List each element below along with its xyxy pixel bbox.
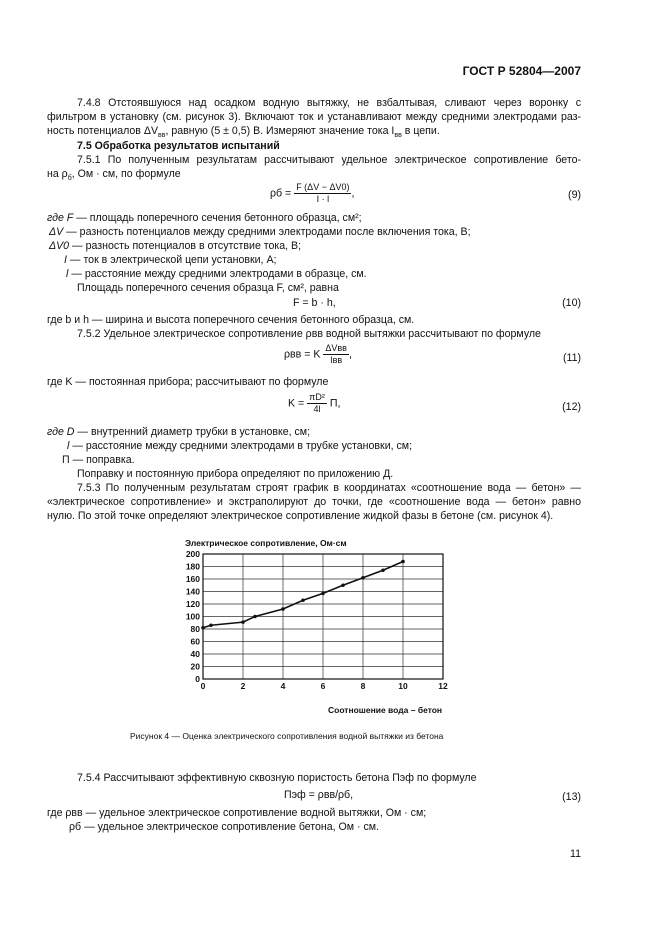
x-tick-label: 4 [280, 681, 286, 691]
definition-text: — расстояние между средними электродами в образце, см. [71, 268, 367, 280]
text-segment: , Ом · см, по формуле [71, 168, 181, 180]
data-point [321, 592, 325, 596]
text-segment: на ρ [47, 168, 68, 180]
definition-line [47, 211, 581, 225]
definition-symbol: где ρвв [47, 807, 83, 819]
definition-symbol: ρб [69, 821, 82, 833]
chart-ticks [186, 549, 448, 691]
y-tick-label: 20 [190, 661, 200, 672]
figure-caption: Рисунок 4 — Оценка электрического сопротивления водной вытяжки из бетона [130, 731, 444, 741]
text-segment: в цепи. [401, 125, 440, 137]
y-tick-label: 120 [185, 599, 200, 609]
formula-tail: П, [329, 397, 341, 410]
definition-symbol: где F [47, 212, 74, 224]
definition-text: — внутренний диаметр трубки в установке, см; [77, 426, 311, 438]
x-tick-label: 8 [360, 681, 366, 691]
definition-symbol: П [62, 454, 70, 466]
definition-symbol: l [67, 440, 70, 452]
formula-number-13: (13) [562, 791, 581, 803]
formula-number-12: (12) [562, 401, 581, 413]
definition-line [66, 267, 581, 281]
definition-line [49, 225, 581, 239]
y-tick-label: 60 [190, 636, 200, 647]
definition-symbol: ΔV [49, 226, 64, 238]
definition-text: — ток в электрической цепи установки, А; [69, 254, 277, 266]
formula-12 [288, 392, 340, 415]
formula-lhs: ρб = [270, 187, 292, 200]
text-segment: ность потенциалов ΔV [47, 125, 159, 137]
y-tick-label: 200 [185, 549, 200, 559]
y-tick-label: 0 [195, 674, 200, 684]
para-751-line1: 7.5.1 По полученным результатам рассчитывают удельное электрическое сопротивление бето- [77, 154, 581, 166]
para-748-line2: фильтром в установку (см. рисунок 3). Включают ток и устанавливают между средними электродами раз- [47, 111, 581, 123]
definition-symbol: l [66, 268, 69, 280]
x-tick-label: 6 [320, 681, 326, 691]
y-tick-label: 160 [185, 574, 200, 584]
resistance-chart [160, 535, 490, 725]
formula-lhs: ρвв = K [284, 348, 321, 361]
section-title-75: 7.5 Обработка результатов испытаний [77, 140, 280, 152]
definition-text: — разность потенциалов между средними электродами после включения тока, В; [66, 226, 471, 238]
formula-fraction [294, 182, 351, 205]
definition-text: — разность потенциалов в отсутствие тока, В; [72, 240, 302, 252]
formula-number-11: (11) [562, 352, 581, 364]
area-intro: Площадь поперечного сечения образца F, см², равна [77, 282, 339, 294]
para-753-line3: нулю. По этой точке определяют электрическое сопротивление жидкой фазы в бетоне (см. рисунок 4). [47, 510, 554, 522]
para-752: 7.5.2 Удельное электрическое сопротивление ρвв водной вытяжки рассчитывают по формуле [77, 328, 541, 340]
definition-symbol: ΔV0 [49, 240, 70, 252]
y-tick-label: 100 [185, 611, 200, 622]
subscript: вв [394, 132, 402, 140]
formula-number-9: (9) [568, 189, 581, 201]
definition-line [49, 239, 581, 253]
formula-13: Пэф = ρвв/ρб, [284, 789, 354, 801]
formula-lhs: K = [288, 397, 305, 410]
definition-text: — удельное электрическое сопротивление водной вытяжки, Ом · см; [85, 807, 427, 819]
formula-fraction [323, 343, 349, 366]
fraction-denominator: I · l [316, 194, 330, 204]
chart-title: Электрическое сопротивление, Ом·см [185, 538, 347, 548]
y-tick-label: 180 [185, 561, 200, 572]
document-code: ГОСТ Р 52804—2007 [462, 64, 581, 78]
data-point [241, 620, 245, 624]
data-points [201, 560, 405, 630]
data-series-line [203, 562, 403, 628]
x-tick-label: 12 [438, 681, 448, 691]
chart-grid [203, 554, 443, 679]
definition-line [47, 425, 581, 439]
para-753-line2: «электрическое сопротивление» и экстраполируют до точки, где «соотношение вода — бетон» равно [47, 496, 581, 508]
y-tick-label: 40 [190, 649, 200, 659]
data-point [209, 623, 213, 627]
definition-text: — удельное электрическое сопротивление бетона, Ом · см. [84, 821, 380, 833]
page-number: 11 [570, 848, 581, 860]
definition-line [64, 253, 581, 267]
subscript: б [67, 175, 72, 183]
para-748-line1: 7.4.8 Отстоявшуюся над осадком водную вытяжку, не взбалтывая, сливают через воронку с [77, 97, 581, 109]
y-tick-label: 80 [190, 624, 200, 634]
text-segment: , равную (5 ± 0,5) В. Измеряют значение тока I [165, 125, 395, 137]
data-point [301, 598, 305, 602]
data-point [201, 626, 205, 630]
x-axis-label: Соотношение вода – бетон [328, 705, 443, 715]
fraction-numerator: πD² [309, 392, 325, 402]
data-point [401, 560, 405, 564]
formula-11 [284, 343, 352, 366]
formula-10: F = b · h, [293, 297, 336, 309]
x-tick-label: 2 [240, 681, 246, 691]
definition-line [62, 453, 581, 467]
definition-line [67, 439, 581, 453]
definition-10: где b и h — ширина и высота поперечного сечения бетонного образца, см. [47, 314, 415, 326]
definition-11: где K — постоянная прибора; рассчитывают по формуле [47, 376, 329, 388]
fraction-numerator: F (ΔV − ΔV0) [296, 182, 350, 192]
definition-symbol: I [64, 254, 67, 266]
para-754: 7.5.4 Рассчитывают эффективную сквозную пористость бетона Пэф по формуле [77, 772, 477, 784]
data-point [381, 568, 385, 572]
definition-text: — поправка. [72, 454, 135, 466]
fraction-denominator: Iвв [330, 355, 343, 365]
x-tick-label: 10 [398, 681, 408, 691]
formula-tail: , [348, 348, 352, 361]
definition-line [47, 806, 581, 820]
definition-line [69, 820, 581, 834]
data-point [253, 615, 257, 619]
x-tick-label: 0 [200, 681, 206, 691]
definition-symbol: где D [47, 426, 75, 438]
formula-fraction [307, 392, 327, 415]
formula-9 [270, 182, 354, 205]
formula-number-10: (10) [562, 297, 581, 309]
correction-note: Поправку и постоянную прибора определяют по приложению Д. [77, 468, 394, 480]
data-point [341, 583, 345, 587]
fraction-numerator: ΔVвв [325, 343, 347, 353]
data-point [361, 576, 365, 580]
para-753-line1: 7.5.3 По полученным результатам строят график в координатах «соотношение вода — бетон» — [77, 482, 581, 494]
definition-text: — площадь поперечного сечения бетонного образца, см²; [76, 212, 362, 224]
subscript: вв [158, 132, 166, 140]
definition-text: — расстояние между средними электродами в трубке установки, см; [72, 440, 413, 452]
data-point [281, 607, 285, 611]
formula-tail: , [351, 187, 355, 200]
y-tick-label: 140 [185, 586, 200, 597]
fraction-denominator: 4l [313, 404, 321, 414]
